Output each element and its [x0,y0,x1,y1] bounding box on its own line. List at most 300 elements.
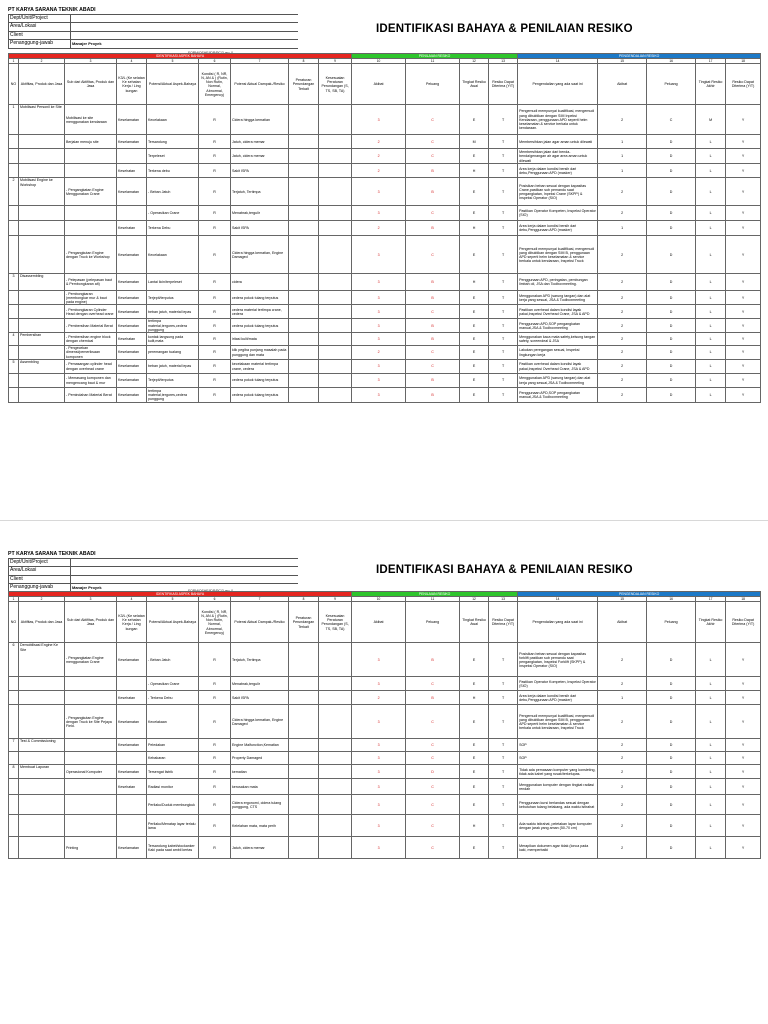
info-value: Manajer Proyek [72,585,102,591]
table-row [9,691,761,705]
table-cell: - Pembongkaran (membongkar mur & baut pada engine) [65,291,117,305]
table-row [9,221,761,236]
table-cell: D [406,765,460,779]
column-number: 9 [319,59,352,64]
table-cell: Kesehatan [117,164,147,178]
table-cell: 2 [352,135,406,149]
table-row [9,374,761,388]
table-cell: Y [726,739,761,752]
table-cell: Pastikan overhead dalam kondisi layak pakai,Inspeksi Overhead Crane, JSA & APD [518,360,598,374]
table-cell [19,691,65,705]
table-cell: tertimpa material,tergores,cedera punggung [147,319,199,333]
table-cell: 3 [352,705,406,739]
table-cell: Penggunaan APD,SOP pengangkatan manual,JSA & Toolboxmeeting [518,388,598,403]
table-cell: E [460,837,489,859]
table-cell: Membersihkan jalan agar aman untuk dilewati [518,135,598,149]
table-cell [289,388,319,403]
table-cell: Terkena debu [147,164,199,178]
table-cell: 8 [9,765,19,779]
table-cell [19,149,65,164]
table-cell [319,837,352,859]
table-cell: T [489,274,518,291]
table-cell: 2 [598,765,647,779]
table-cell [117,206,147,221]
table-cell: Jatuh, cidera memar [231,837,289,859]
table-cell [289,795,319,815]
table-cell [19,236,65,274]
table-cell: D [647,779,696,795]
table-cell: - Pembersihan Material Berat [65,319,117,333]
table-cell: - Operasikan Crane [147,206,199,221]
sheet-2 [8,550,761,1020]
table-row [9,779,761,795]
table-cell: Peledakan [147,739,199,752]
column-header: Potensi Aktual Dampak-/Resiko [231,602,289,643]
table-cell: 3 [352,178,406,206]
table-cell: R [199,837,231,859]
table-cell: - Pengangkutan Engine dengan Truck ke Site Pejaya Field. [65,705,117,739]
table-cell [65,739,117,752]
column-number: 15 [598,59,647,64]
table-cell [117,677,147,691]
table-cell: T [489,837,518,859]
table-cell: T [489,388,518,403]
table-cell: kematian [231,765,289,779]
table-cell: Y [726,643,761,677]
table-cell: L [696,739,726,752]
table-cell: R [199,643,231,677]
info-box [8,14,298,49]
column-header: Resiko Dapat Diterima (Y/T) [726,602,761,643]
table-cell: T [489,135,518,149]
table-cell [319,360,352,374]
table-cell: D [647,178,696,206]
table-cell: M [696,105,726,135]
table-cell [65,164,117,178]
info-value [71,576,298,583]
table-cell: 2 [598,236,647,274]
table-cell: Y [726,305,761,319]
table-cell: 2 [598,206,647,221]
table-cell [319,779,352,795]
table-cell: Kebakaran [147,752,199,765]
table-cell: C [406,305,460,319]
table-cell: Terjepit/terputus [147,291,199,305]
column-header: Aktifitas, Produk dan Jasa [19,602,65,643]
table-cell: E [460,752,489,765]
table-row [9,346,761,360]
column-header: Peluang [647,64,696,105]
column-header-row [9,64,761,105]
table-cell: C [406,346,460,360]
table-cell: L [696,779,726,795]
table-cell [319,221,352,236]
table-cell: Keselamatan [117,291,147,305]
table-cell: Keselamatan [117,739,147,752]
table-cell: 2 [598,333,647,346]
table-cell: tertimpa material,tergores,cedera punggung [147,388,199,403]
table-cell: H [460,221,489,236]
table-cell: Menabrak,tergulir [231,206,289,221]
column-header: K3/L (Ke selatan Ke sehatan Kerja / Ling kungan [117,602,147,643]
table-cell: T [489,752,518,765]
table-cell: T [489,346,518,360]
table-cell [319,206,352,221]
table-cell: Membuat Laporan [19,765,65,779]
table-cell: Y [726,837,761,859]
table-cell [9,346,19,360]
table-cell: 5 [9,360,19,374]
table-cell: - Pembersihan engine block dengan chemical [65,333,117,346]
table-cell: 3 [352,319,406,333]
table-cell: 2 [352,149,406,164]
table-cell: Pastikan Operator Kompeten, Inspeksi Operator (SIO) [518,206,598,221]
table-cell [65,691,117,705]
info-label: Area/Lokasi [9,23,71,30]
table-row [9,319,761,333]
table-cell: B [406,274,460,291]
table-cell: kontak langsung pada kulit,mata [147,333,199,346]
table-cell: - Pengangkutan Engine dengan Truck ke Workshop [65,236,117,274]
table-cell: Engine Malfunction,Kematian [231,739,289,752]
info-row-area [8,23,298,31]
table-cell: Kesehatan [117,779,147,795]
table-cell: L [696,765,726,779]
table-cell: R [199,333,231,346]
table-cell: iritasi kulit/mata [231,333,289,346]
table-cell: L [696,221,726,236]
table-cell: Keselamatan [117,765,147,779]
table-cell [19,164,65,178]
table-cell: Y [726,206,761,221]
table-cell: C [406,149,460,164]
table-cell: R [199,346,231,360]
table-cell: D [647,236,696,274]
table-cell: D [647,333,696,346]
table-cell: Y [726,274,761,291]
table-cell: E [460,643,489,677]
table-cell: D [647,691,696,705]
table-row [9,274,761,291]
table-cell: cidera [231,274,289,291]
table-cell: E [460,388,489,403]
table-cell [289,164,319,178]
table-cell: D [647,164,696,178]
table-cell [319,677,352,691]
table-cell: Ada waktu istirahat, peletakan layar komputer dengan jarak yang aman (50-70 cm) [518,815,598,837]
table-cell [117,752,147,765]
info-label: Area/Lokasi [9,567,71,574]
table-cell: Terjepit/terputus [147,374,199,388]
column-number: 7 [231,597,289,602]
table-cell: D [647,221,696,236]
company-name: PT KARYA SARANA TEKNIK ABADI [8,551,96,557]
column-number: 14 [518,597,598,602]
info-value: Manajer Proyek [72,41,102,47]
table-cell: Keselamatan [117,236,147,274]
table-cell: Kecelakaan [147,236,199,274]
doc-title: IDENTIFIKASI BAHAYA & PENILAIAN RESIKO [376,23,633,35]
table-cell: E [460,374,489,388]
table-cell: Keselamatan [117,105,147,135]
table-cell: - Operasikan Crane [147,677,199,691]
table-cell: T [489,779,518,795]
info-label: Penanggung-jawab [9,40,71,47]
table-row [9,291,761,305]
table-cell: B [406,221,460,236]
column-header: Peluang [406,602,460,643]
table-cell: B [406,319,460,333]
table-cell: L [696,374,726,388]
table-cell: 3 [352,274,406,291]
column-number: 1 [9,597,19,602]
info-box [8,558,298,593]
table-cell: L [696,305,726,319]
table-cell: 2 [598,374,647,388]
table-cell [65,206,117,221]
table-cell: 3 [352,837,406,859]
table-cell: Menabrak,tergulir [231,677,289,691]
table-cell: B [406,388,460,403]
table-cell: Keselamatan [117,388,147,403]
table-cell: cedera pokok tulang terputus [231,374,289,388]
column-header: Peraturan Perundangan Terkait [289,602,319,643]
table-cell: SOP [518,739,598,752]
table-cell: peremangan tualang [147,346,199,360]
risk-table [8,53,761,403]
info-row-client [8,32,298,40]
table-cell: C [406,837,460,859]
table-row [9,795,761,815]
column-number: 7 [231,59,289,64]
table-cell: T [489,221,518,236]
page-divider [0,520,768,521]
table-cell [9,135,19,149]
table-cell: 2 [598,705,647,739]
table-cell: T [489,236,518,274]
column-number: 12 [460,597,489,602]
column-header: NO [9,602,19,643]
table-cell [19,795,65,815]
table-cell: E [460,779,489,795]
column-header: Potensi Aktual Dampak-/Resiko [231,64,289,105]
column-number: 1 [9,59,19,64]
table-cell: 1 [598,164,647,178]
table-cell: R [199,388,231,403]
table-cell: L [696,815,726,837]
table-cell: D [647,305,696,319]
table-cell: Perilaku/Duduk membungkuk [147,795,199,815]
table-cell [19,815,65,837]
table-cell: H [460,815,489,837]
table-cell [19,374,65,388]
table-cell: D [647,388,696,403]
table-cell: 2 [598,795,647,815]
column-number: 16 [647,59,696,64]
table-cell [319,691,352,705]
table-cell: L [696,164,726,178]
table-cell: D [647,677,696,691]
table-cell: Berjalan menuju site [65,135,117,149]
table-cell: R [199,779,231,795]
table-cell: E [460,739,489,752]
table-cell: 2 [598,274,647,291]
column-number: 11 [406,59,460,64]
table-cell: T [489,291,518,305]
table-cell: Sakit ISPA [231,221,289,236]
table-cell: - Terkena Debu [147,691,199,705]
table-cell: 3 [352,206,406,221]
table-cell: 4 [9,333,19,346]
table-cell [9,677,19,691]
table-cell: Jatuh, cidera memar [231,149,289,164]
table-cell: C [406,206,460,221]
table-cell [289,319,319,333]
column-header: Resiko Dapat Diterima (Y/T) [726,64,761,105]
table-cell: Radiasi monitor [147,779,199,795]
table-cell: R [199,765,231,779]
table-cell: T [489,149,518,164]
table-cell [289,305,319,319]
table-cell: R [199,274,231,291]
table-cell: E [460,346,489,360]
table-cell: Mobilisasi Personil ke Site [19,105,65,135]
table-cell: 1 [598,691,647,705]
table-cell [319,105,352,135]
column-number: 6 [199,59,231,64]
table-cell [289,346,319,360]
table-cell: H [460,164,489,178]
table-cell [289,677,319,691]
table-cell: Kesehatan [117,221,147,236]
table-cell: 2 [598,105,647,135]
table-row [9,643,761,677]
table-cell: - Pembongkaran Cylinder Head dengan overhead crane [65,305,117,319]
table-cell: 3 [9,274,19,291]
column-number: 9 [319,597,352,602]
group-identification: IDENTIFIKASI ASPEK BAHAYA [9,592,352,597]
info-row-dept [8,15,298,23]
table-cell: Area kerja dalam kondisi bersih dari debu,Penggunaan APD (masker) [518,691,598,705]
doc-title: IDENTIFIKASI BAHAYA & PENILAIAN RESIKO [376,564,633,576]
table-cell: D [647,815,696,837]
table-cell: B [406,164,460,178]
column-header: Sub dari Aktifitas, Produk dan Jasa [65,602,117,643]
table-row [9,765,761,779]
column-header: Kesesuaian Peraturan Perundangan (S, TS, SB, TA) [319,64,352,105]
table-cell: 3 [352,305,406,319]
table-cell: Keselamatan [117,178,147,206]
column-number: 5 [147,59,199,64]
table-cell: - Pemindahan Material Berat [65,388,117,403]
table-cell [319,291,352,305]
table-cell [65,149,117,164]
table-cell [289,374,319,388]
column-number: 18 [726,597,761,602]
column-header-row [9,602,761,643]
table-cell [289,360,319,374]
column-number: 13 [489,59,518,64]
group-assessment: PENILAIAN RESIKO [352,54,518,59]
table-cell: - Pelepasan (pelepasan baut & Pembongkaran alt) [65,274,117,291]
table-cell: Y [726,105,761,135]
table-cell [19,677,65,691]
table-cell: beban jatuh, material lepas [147,360,199,374]
table-cell: 2 [598,752,647,765]
table-cell: Disassembling [19,274,65,291]
column-number: 13 [489,597,518,602]
table-cell: Kecelakaan [147,105,199,135]
sheet-1 [8,6,761,506]
table-cell: Menggunakan APD (sarung tangan) dan alat kerja yang sesuai,JSA & Toolboxmeeting [518,374,598,388]
table-cell: Assembling [19,360,65,374]
group-identification: IDENTIFIKASI ASPEK BAHAYA [9,54,352,59]
info-row-area [8,567,298,575]
table-cell [289,291,319,305]
table-cell: 3 [352,333,406,346]
table-cell [319,739,352,752]
table-cell [19,291,65,305]
table-cell: E [460,765,489,779]
table-cell [289,705,319,739]
table-cell: C [406,105,460,135]
table-cell: T [489,206,518,221]
table-cell [289,274,319,291]
table-cell: Y [726,691,761,705]
column-number: 3 [65,59,117,64]
table-cell [9,291,19,305]
table-cell [319,388,352,403]
table-cell: E [460,319,489,333]
table-cell: Tidak ada pemasaan komputer yang konsleting, tidak ada kabel yang rusak/terkelupas. [518,765,598,779]
table-row [9,752,761,765]
risk-table [8,591,761,859]
table-row [9,236,761,274]
table-cell: Pembersihan [19,333,65,346]
table-cell: - Memasang komponen dan mengencang baut & mur [65,374,117,388]
table-cell [319,765,352,779]
table-cell: 2 [598,815,647,837]
table-cell: T [489,374,518,388]
info-label: Client [9,576,71,583]
table-cell: R [199,305,231,319]
table-cell: Pastikan Operator Kompeten, Inspeksi Operator (SIO) [518,677,598,691]
table-cell: Jatuh, cidera memar [231,135,289,149]
table-cell: R [199,705,231,739]
table-cell: Y [726,164,761,178]
table-cell: Y [726,149,761,164]
table-cell: Area kerja dalam kondisi bersih dari debu,Penggunaan APD (masker) [518,164,598,178]
table-cell: L [696,236,726,274]
table-cell: Y [726,388,761,403]
table-cell [289,178,319,206]
table-cell [289,752,319,765]
table-cell: L [696,691,726,705]
table-cell [9,164,19,178]
table-cell: 2 [9,178,19,206]
table-cell: Y [726,221,761,236]
table-cell: B [406,178,460,206]
table-cell: 3 [352,374,406,388]
table-cell: Printing [65,837,117,859]
table-cell [9,388,19,403]
table-cell: L [696,837,726,859]
table-cell: E [460,149,489,164]
table-cell: Pengemudi mempunyai kualifikasi, mengemudi yang dibuktikan dengan SIM B, penggunaan APD seperti helm keselamatan & service berkala untuk kendaraan, Inspeksi Truck [518,236,598,274]
table-cell [9,815,19,837]
table-cell: R [199,149,231,164]
table-cell: D [647,765,696,779]
